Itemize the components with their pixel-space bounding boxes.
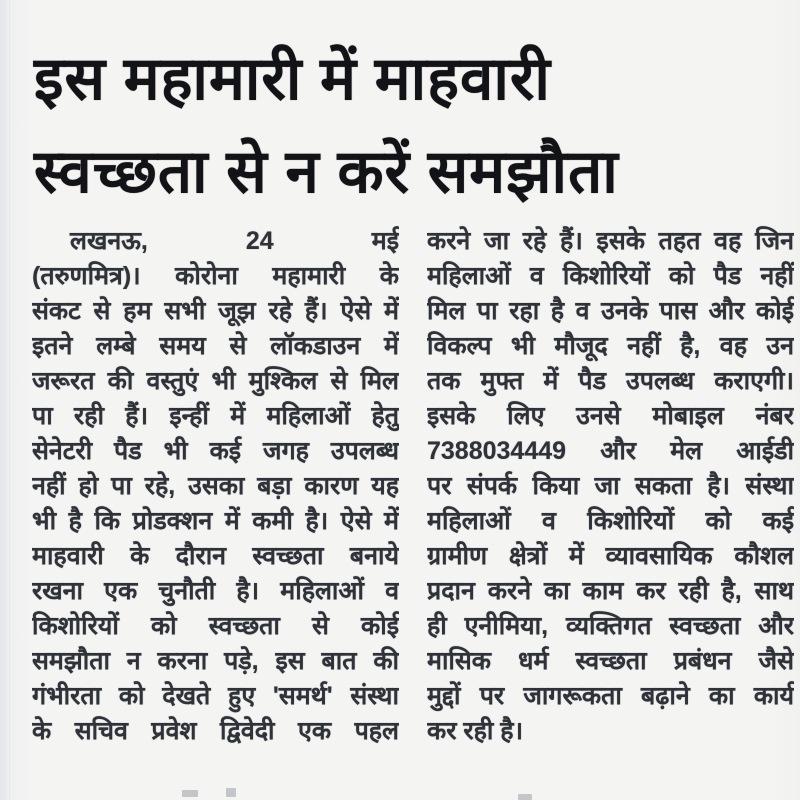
body-line: समझौता न करना पड़े, इस बात की bbox=[32, 647, 399, 675]
body-line: जरूरत की वस्तुएं भी मुश्किल से मिल bbox=[32, 367, 399, 395]
body-line: के सचिव प्रवेश द्विवेदी एक पहल bbox=[32, 717, 399, 745]
body-line: संकट से हम सभी जूझ रहे हैं। ऐसे में bbox=[32, 297, 399, 325]
body-line: महिलाओं व किशोरियों को पैड नहीं bbox=[427, 262, 794, 290]
cutoff-text-fragment bbox=[518, 794, 532, 800]
body-line: गंभीरता को देखते हुए 'समर्थ' संस्था bbox=[32, 682, 399, 710]
body-line: मिल पा रहा है व उनके पास और कोई bbox=[427, 297, 794, 325]
body-line: लखनऊ, 24 मई bbox=[70, 227, 399, 255]
body-line: मुद्दों पर जागरूकता बढ़ाने का कार्य bbox=[427, 682, 794, 710]
article-body bbox=[32, 224, 794, 749]
body-line: पा रही हैं। इन्हीं में महिलाओं हेतु bbox=[32, 402, 399, 430]
body-line: पर संपर्क किया जा सकता है। संस्था bbox=[427, 472, 794, 500]
body-line: भी है कि प्रोडक्शन में कमी है। ऐसे में bbox=[32, 507, 399, 535]
headline-line-2: स्वच्छता से न करें समझौता bbox=[34, 138, 619, 205]
body-line: विकल्प भी मौजूद नहीं है, वह उन bbox=[427, 332, 794, 360]
scan-left-edge bbox=[0, 0, 10, 800]
headline-line-1: इस महामारी में माहवारी bbox=[34, 45, 551, 112]
cutoff-text-strip bbox=[0, 786, 800, 800]
body-line: (तरुणमित्र)। कोरोना महामारी के bbox=[32, 262, 399, 290]
body-line: कर रही है। bbox=[427, 717, 524, 745]
body-line: नहीं हो पा रहे, उसका बड़ा कारण यह bbox=[32, 472, 399, 500]
body-line: मासिक धर्म स्वच्छता प्रबंधन जैसे bbox=[427, 647, 794, 675]
body-line: रखना एक चुनौती है। महिलाओं व bbox=[32, 577, 399, 605]
body-line: प्रदान करने का काम कर रही है, साथ bbox=[427, 577, 794, 605]
article-column-left bbox=[32, 224, 399, 749]
body-line: ही एनीमिया, व्यक्तिगत स्वच्छता और bbox=[427, 612, 794, 640]
body-line: महिलाओं व किशोरियों को कई bbox=[427, 507, 794, 535]
body-line: इसके लिए उनसे मोबाइल नंबर bbox=[427, 402, 794, 430]
body-line: सेनेटरी पैड भी कई जगह उपलब्ध bbox=[32, 437, 399, 465]
body-line: 7388034449 और मेल आईडी bbox=[427, 437, 794, 465]
article-headline bbox=[34, 32, 794, 218]
body-line: किशोरियों को स्वच्छता से कोई bbox=[32, 612, 399, 640]
cutoff-text-fragment bbox=[226, 788, 236, 797]
article-column-right bbox=[427, 224, 794, 749]
body-line: इतने लम्बे समय से लॉकडाउन में bbox=[32, 332, 399, 360]
cutoff-text-fragment bbox=[182, 790, 198, 797]
body-line: ग्रामीण क्षेत्रों में व्यावसायिक कौशल bbox=[427, 542, 794, 570]
body-line: तक मुफ्त में पैड उपलब्ध कराएगी। bbox=[427, 367, 794, 395]
body-line: माहवारी के दौरान स्वच्छता बनाये bbox=[32, 542, 399, 570]
body-line: करने जा रहे हैं। इसके तहत वह जिन bbox=[427, 227, 794, 255]
